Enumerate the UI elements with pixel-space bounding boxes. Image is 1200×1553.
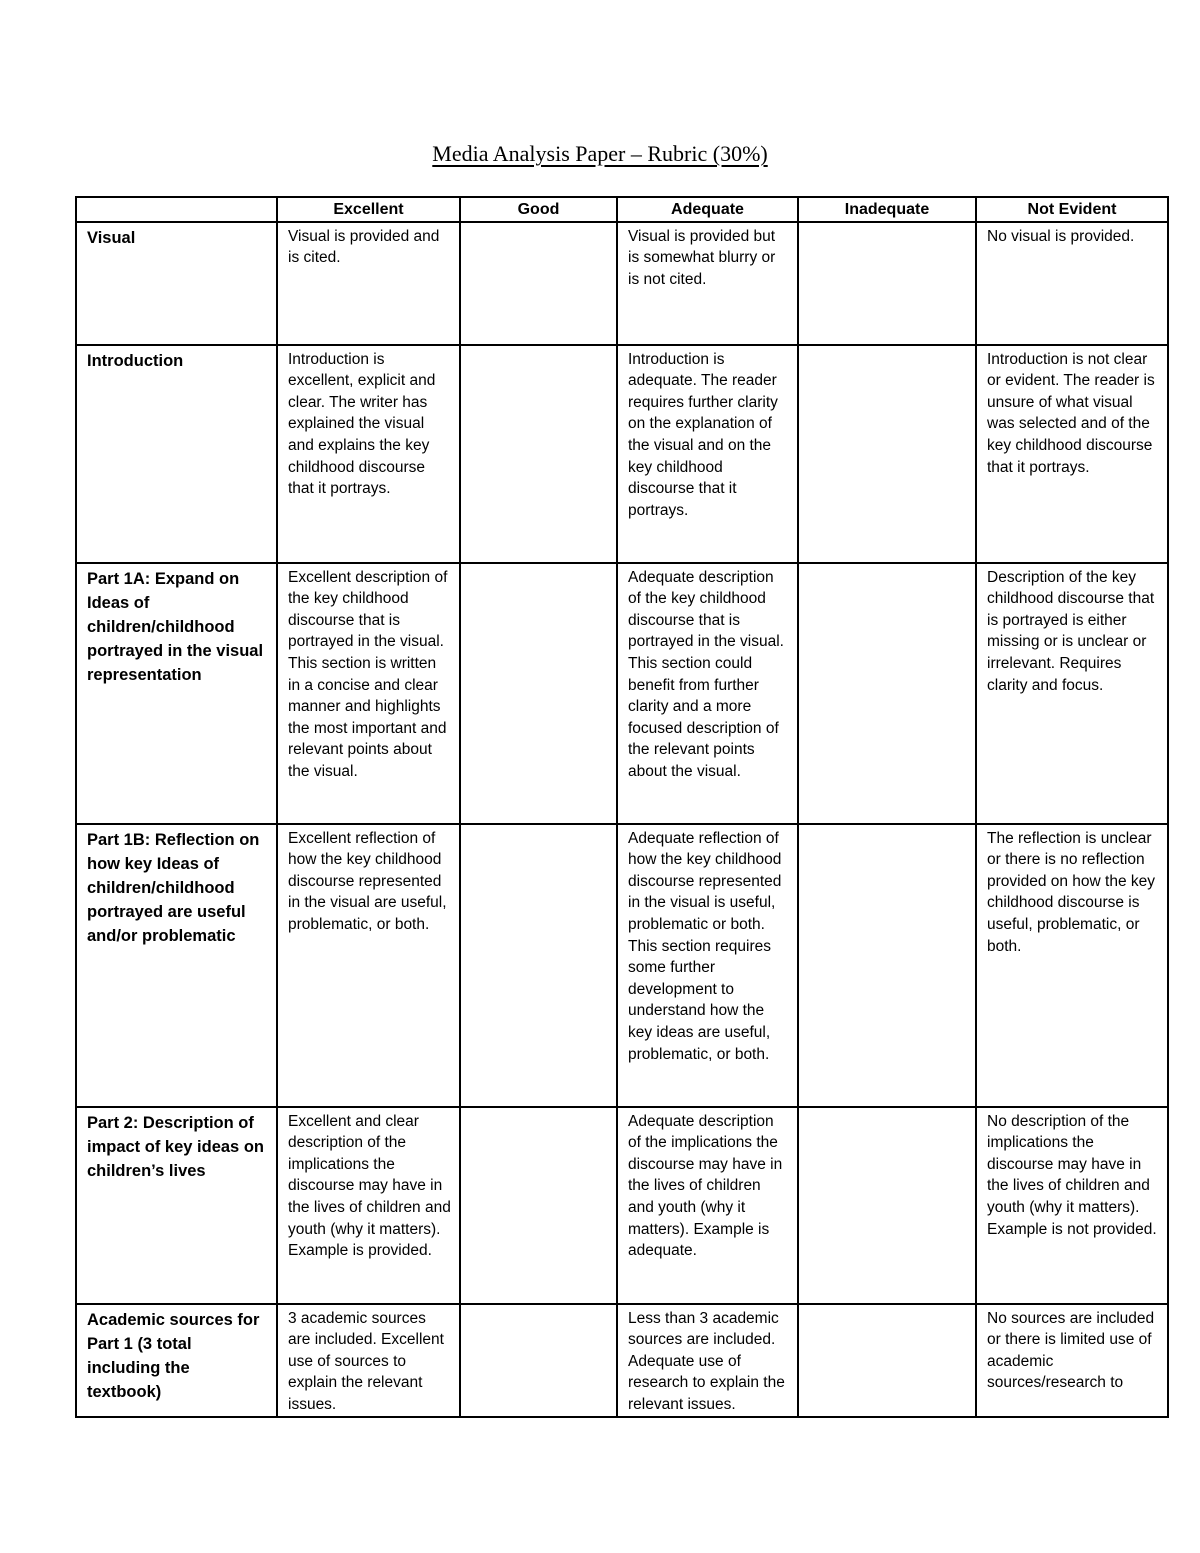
not-evident-cell: No sources are included or there is limited use of academic sources/research to (976, 1304, 1168, 1417)
adequate-cell: Less than 3 academic sources are included. Adequate use of research to explain the relevant issues. (617, 1304, 798, 1417)
inadequate-cell (798, 222, 976, 345)
excellent-cell: 3 academic sources are included. Excellent use of sources to explain the relevant issues. (277, 1304, 460, 1417)
adequate-cell: Adequate description of the key childhood discourse that is portrayed in the visual. This section could benefit from further clarity and a more focused description of the relevant points about the visual. (617, 563, 798, 824)
excellent-cell: Introduction is excellent, explicit and clear. The writer has explained the visual and explains the key childhood discourse that it portrays. (277, 345, 460, 563)
header-excellent: Excellent (277, 197, 460, 222)
inadequate-cell (798, 1107, 976, 1304)
excellent-cell: Excellent reflection of how the key childhood discourse represented in the visual are useful, problematic, or both. (277, 824, 460, 1107)
table-row (76, 222, 1168, 345)
inadequate-cell (798, 1304, 976, 1417)
not-evident-cell: No description of the implications the discourse may have in the lives of children and youth (why it matters). Example is not provided. (976, 1107, 1168, 1304)
inadequate-cell (798, 345, 976, 563)
header-row (76, 197, 1168, 222)
criterion-cell: Academic sources for Part 1 (3 total including the textbook) (76, 1304, 277, 1417)
adequate-cell: Visual is provided but is somewhat blurry or is not cited. (617, 222, 798, 345)
criterion-cell: Visual (76, 222, 277, 345)
inadequate-cell (798, 824, 976, 1107)
adequate-cell: Adequate description of the implications the discourse may have in the lives of children and youth (why it matters). Example is adequate. (617, 1107, 798, 1304)
not-evident-cell: Introduction is not clear or evident. The reader is unsure of what visual was selected and of the key childhood discourse that it portrays. (976, 345, 1168, 563)
table-row (76, 824, 1168, 1107)
good-cell (460, 563, 617, 824)
table-row (76, 345, 1168, 563)
header-good: Good (460, 197, 617, 222)
header-not-evident: Not Evident (976, 197, 1168, 222)
criterion-cell: Part 1B: Reflection on how key Ideas of children/childhood portrayed are useful and/or problematic (76, 824, 277, 1107)
header-adequate: Adequate (617, 197, 798, 222)
page-title: Media Analysis Paper – Rubric (30%) (432, 141, 768, 166)
excellent-cell: Excellent and clear description of the implications the discourse may have in the lives of children and youth (why it matters). Example is provided. (277, 1107, 460, 1304)
not-evident-cell: No visual is provided. (976, 222, 1168, 345)
not-evident-cell: The reflection is unclear or there is no reflection provided on how the key childhood discourse is useful, problematic, or both. (976, 824, 1168, 1107)
table-row (76, 1304, 1168, 1417)
header-criterion (76, 197, 277, 222)
good-cell (460, 1304, 617, 1417)
not-evident-cell: Description of the key childhood discourse that is portrayed is either missing or is unclear or irrelevant. Requires clarity and focus. (976, 563, 1168, 824)
excellent-cell: Excellent description of the key childhood discourse that is portrayed in the visual. This section is written in a concise and clear manner and highlights the most important and relevant points about the visual. (277, 563, 460, 824)
good-cell (460, 222, 617, 345)
good-cell (460, 345, 617, 563)
rubric-table (75, 196, 1169, 1418)
table-row (76, 1107, 1168, 1304)
table-row (76, 563, 1168, 824)
excellent-cell: Visual is provided and is cited. (277, 222, 460, 345)
header-inadequate: Inadequate (798, 197, 976, 222)
criterion-cell: Part 1A: Expand on Ideas of children/childhood portrayed in the visual representation (76, 563, 277, 824)
criterion-cell: Introduction (76, 345, 277, 563)
adequate-cell: Introduction is adequate. The reader requires further clarity on the explanation of the visual and on the key childhood discourse that it portrays. (617, 345, 798, 563)
good-cell (460, 1107, 617, 1304)
inadequate-cell (798, 563, 976, 824)
criterion-cell: Part 2: Description of impact of key ideas on children’s lives (76, 1107, 277, 1304)
adequate-cell: Adequate reflection of how the key childhood discourse represented in the visual is useful, problematic or both. This section requires some further development to understand how the key ideas are useful, problematic, or both. (617, 824, 798, 1107)
good-cell (460, 824, 617, 1107)
